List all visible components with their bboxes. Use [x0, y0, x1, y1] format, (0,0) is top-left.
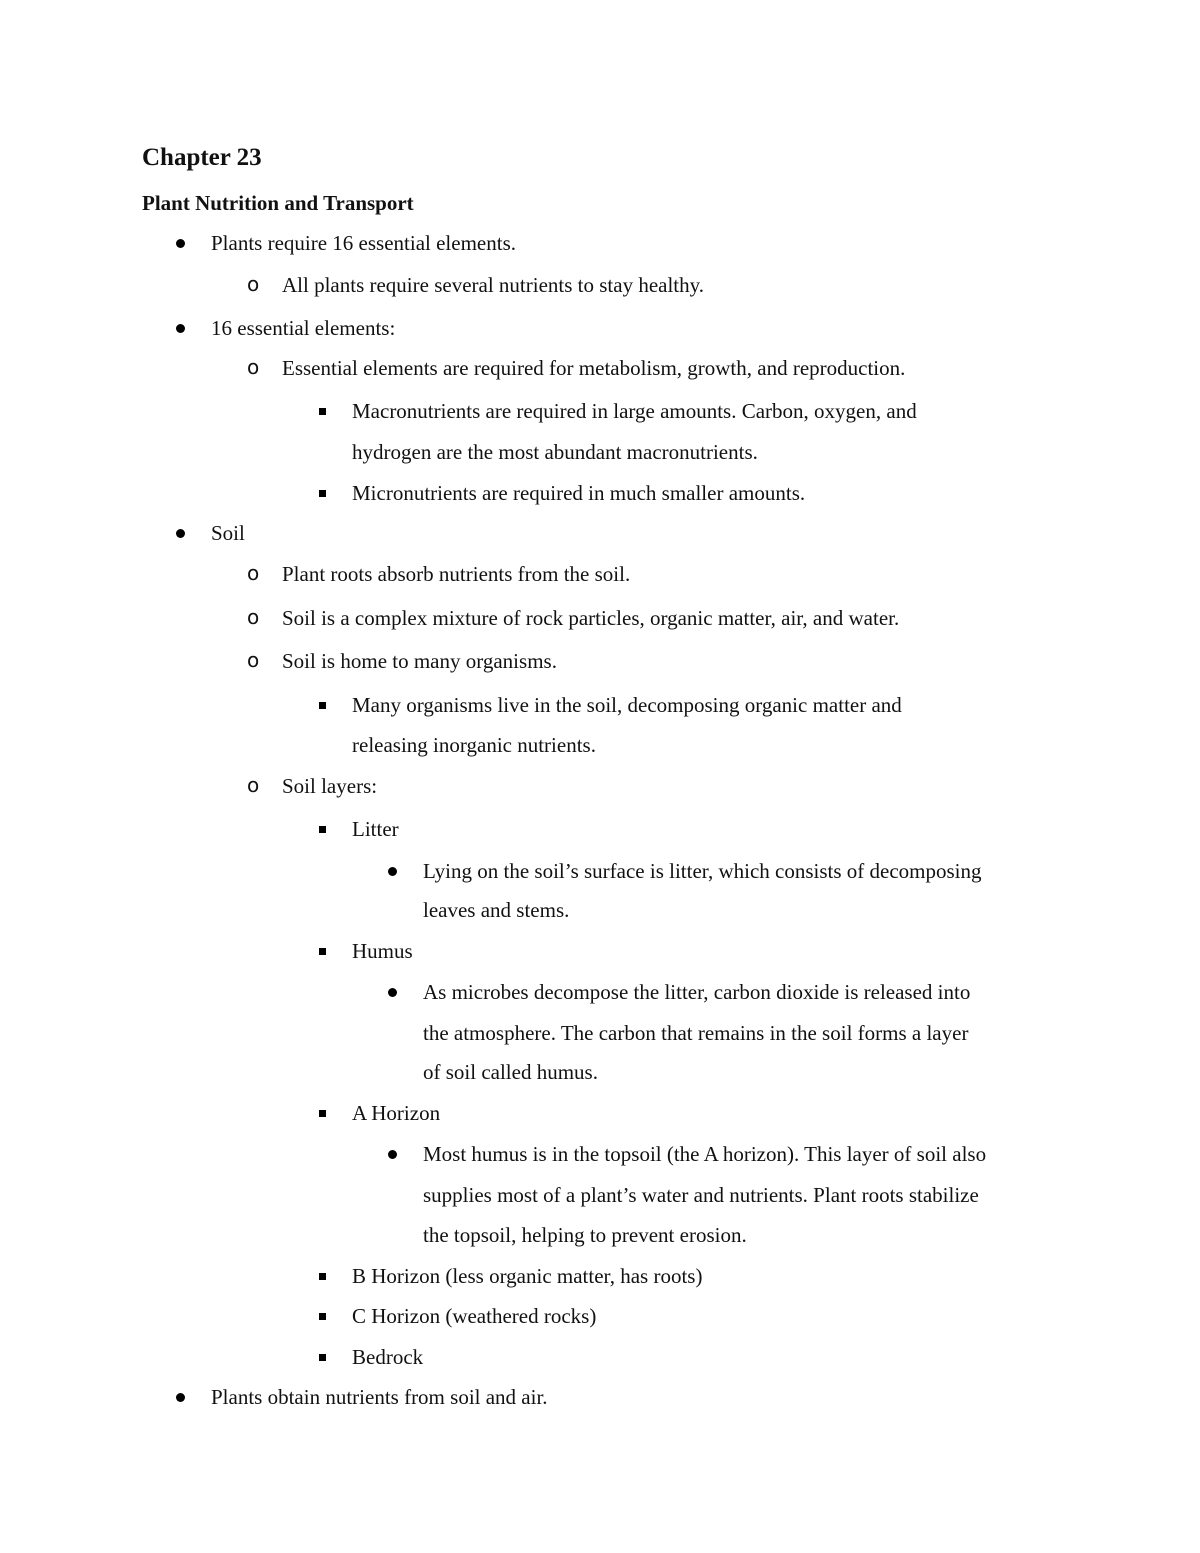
bullet-square-icon — [319, 826, 326, 833]
chapter-heading: Chapter 23 — [142, 144, 262, 171]
outline-line: As microbes decompose the litter, carbon dioxide is released into — [423, 980, 971, 1004]
outline-line: Soil is home to many organisms. — [282, 649, 557, 673]
bullet-disc-icon — [388, 867, 397, 876]
outline-line: Essential elements are required for metabolism, growth, and reproduction. — [282, 356, 906, 380]
outline-line: of soil called humus. — [423, 1060, 598, 1084]
outline-line: Soil — [211, 521, 245, 545]
outline-line: Lying on the soil’s surface is litter, which consists of decomposing — [423, 859, 982, 883]
outline-line: All plants require several nutrients to stay healthy. — [282, 273, 705, 297]
bullet-square-icon — [319, 1110, 326, 1117]
outline-line: Bedrock — [352, 1345, 424, 1369]
bullet-square-icon — [319, 408, 326, 415]
outline-line: A Horizon — [352, 1101, 441, 1125]
outline-line: B Horizon (less organic matter, has roots) — [352, 1264, 703, 1288]
bullet-disc-icon — [176, 1393, 185, 1402]
outline-line: Micronutrients are required in much smaller amounts. — [352, 481, 806, 505]
outline-line: Litter — [352, 817, 399, 841]
outline-line: Macronutrients are required in large amounts. Carbon, oxygen, and — [352, 399, 917, 423]
bullet-square-icon — [319, 1354, 326, 1361]
bullet-disc-icon — [176, 239, 185, 248]
bullet-circle-icon: o — [247, 272, 260, 296]
bullet-disc-icon — [176, 324, 185, 333]
outline-line: Soil is a complex mixture of rock particles, organic matter, air, and water. — [282, 606, 900, 630]
outline-line: the atmosphere. The carbon that remains in the soil forms a layer — [423, 1021, 969, 1045]
bullet-circle-icon: o — [247, 355, 260, 379]
outline-line: Plants require 16 essential elements. — [211, 231, 517, 255]
bullet-circle-icon: o — [247, 605, 260, 629]
outline-line: the topsoil, helping to prevent erosion. — [423, 1223, 747, 1247]
outline-line: leaves and stems. — [423, 898, 570, 922]
bullet-square-icon — [319, 490, 326, 497]
outline-line: supplies most of a plant’s water and nutrients. Plant roots stabilize — [423, 1183, 979, 1207]
outline-line: Soil layers: — [282, 774, 378, 798]
outline-line: hydrogen are the most abundant macronutrients. — [352, 440, 758, 464]
outline-line: C Horizon (weathered rocks) — [352, 1304, 597, 1328]
outline-line: Plant roots absorb nutrients from the soil. — [282, 562, 631, 586]
bullet-circle-icon: o — [247, 773, 260, 797]
bullet-square-icon — [319, 702, 326, 709]
outline-line: Humus — [352, 939, 413, 963]
bullet-circle-icon: o — [247, 561, 260, 585]
bullet-square-icon — [319, 1273, 326, 1280]
section-subheading: Plant Nutrition and Transport — [142, 191, 414, 215]
bullet-circle-icon: o — [247, 648, 260, 672]
outline-line: Plants obtain nutrients from soil and air. — [211, 1385, 548, 1409]
outline-line: releasing inorganic nutrients. — [352, 733, 596, 757]
bullet-square-icon — [319, 948, 326, 955]
bullet-disc-icon — [388, 988, 397, 997]
outline-line: Most humus is in the topsoil (the A horizon). This layer of soil also — [423, 1142, 987, 1166]
bullet-disc-icon — [388, 1150, 397, 1159]
bullet-disc-icon — [176, 529, 185, 538]
outline-line: Many organisms live in the soil, decomposing organic matter and — [352, 693, 902, 717]
bullet-square-icon — [319, 1313, 326, 1320]
outline-line: 16 essential elements: — [211, 316, 396, 340]
